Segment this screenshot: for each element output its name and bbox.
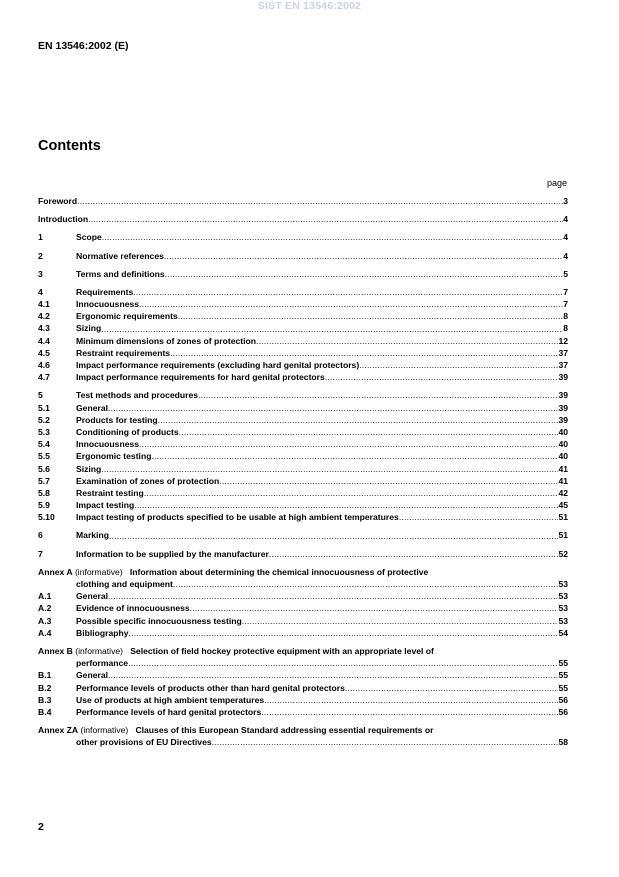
toc-annex-a-title-cont[interactable] xyxy=(38,578,568,590)
toc-entry-number: 4.5 xyxy=(38,347,50,358)
toc-entry-page: 40 xyxy=(558,426,568,437)
toc-entry-5-1[interactable] xyxy=(38,402,568,414)
toc-entry-title: Restraint requirements xyxy=(76,347,171,358)
annex-title-cont: performance xyxy=(76,658,129,669)
dot-leader xyxy=(128,657,558,669)
toc-entry-a-4[interactable] xyxy=(38,627,568,639)
toc-entry-3[interactable] xyxy=(38,268,568,280)
dot-leader xyxy=(108,669,558,681)
dot-leader xyxy=(158,414,559,426)
toc-entry-page: 4 xyxy=(563,232,568,243)
toc-entry-a-3[interactable] xyxy=(38,615,568,627)
toc-entry-page: 51 xyxy=(558,512,568,523)
toc-entry-number: 5.5 xyxy=(38,451,50,462)
toc-entry-page: 53 xyxy=(558,603,568,614)
toc-entry-page: 40 xyxy=(558,439,568,450)
toc-entry-page: 37 xyxy=(558,347,568,358)
dot-leader xyxy=(359,359,558,371)
toc-entry-page: 39 xyxy=(558,390,568,401)
toc-entry-title: General xyxy=(76,591,109,602)
toc-entry-number: 5.4 xyxy=(38,439,50,450)
toc-entry-4-5[interactable] xyxy=(38,347,568,359)
toc-annex-a-heading[interactable] xyxy=(38,566,568,578)
toc-entry-5-7[interactable] xyxy=(38,475,568,487)
dot-leader xyxy=(219,475,558,487)
toc-entry-number: 4.2 xyxy=(38,311,50,322)
toc-entry-b-2[interactable] xyxy=(38,682,568,694)
dot-leader xyxy=(190,602,559,614)
toc-entry-number: 4.4 xyxy=(38,335,50,346)
toc-entry-title: Scope xyxy=(76,232,102,243)
toc-entry-page: 56 xyxy=(558,706,568,717)
toc-entry-title: Test methods and procedures xyxy=(76,390,199,401)
toc-entry-title: General xyxy=(76,402,109,413)
toc-entry-page: 56 xyxy=(558,694,568,705)
toc-entry-page: 52 xyxy=(558,548,568,559)
toc-entry-title: Requirements xyxy=(76,286,134,297)
toc-entry-6[interactable] xyxy=(38,530,568,542)
dot-leader xyxy=(256,335,558,347)
toc-entry-page: 4 xyxy=(563,250,568,261)
toc-entry-title: Foreword xyxy=(38,195,78,206)
toc-entry-4-7[interactable] xyxy=(38,371,568,383)
toc-entry-number: B.3 xyxy=(38,694,52,705)
toc-entry-number: B.4 xyxy=(38,706,52,717)
toc-entry-title: Sizing xyxy=(76,463,102,474)
toc-entry-title: Terms and definitions xyxy=(76,268,165,279)
toc-entry-number: 5 xyxy=(38,390,43,401)
toc-entry-page: 3 xyxy=(563,195,568,206)
toc-entry-number: 3 xyxy=(38,268,43,279)
toc-entry-number: 5.3 xyxy=(38,426,50,437)
toc-entry-title: Impact performance requirements (excluding hard genital protectors) xyxy=(76,360,360,371)
toc-entry-4[interactable] xyxy=(38,286,568,298)
toc-entry-foreword[interactable] xyxy=(38,195,568,207)
dot-leader xyxy=(88,213,563,225)
toc-entry-number: 4.6 xyxy=(38,360,50,371)
annex-title: Clauses of this European Standard addressing essential requirements or xyxy=(135,725,434,736)
toc-entry-title: Examination of zones of protection xyxy=(76,475,220,486)
toc-entry-page: 39 xyxy=(558,402,568,413)
toc-entry-title: Ergonomic requirements xyxy=(76,311,178,322)
toc-entry-page: 4 xyxy=(563,214,568,225)
toc-entry-page: 39 xyxy=(558,414,568,425)
toc-entry-page: 55 xyxy=(558,658,568,669)
toc-entry-5-5[interactable] xyxy=(38,450,568,462)
toc-entry-a-1[interactable] xyxy=(38,590,568,602)
toc-entry-title: Information to be supplied by the manufacturer xyxy=(76,548,269,559)
toc-entry-number: B.2 xyxy=(38,682,52,693)
toc-entry-page: 7 xyxy=(563,299,568,310)
toc-entry-page: 58 xyxy=(558,737,568,748)
toc-entry-b-3[interactable] xyxy=(38,694,568,706)
dot-leader xyxy=(129,627,559,639)
toc-entry-5-10[interactable] xyxy=(38,511,568,523)
toc-entry-page: 51 xyxy=(558,530,568,541)
toc-entry-5-3[interactable] xyxy=(38,426,568,438)
toc-entry-title: Evidence of innocuousness xyxy=(76,603,190,614)
page-number: 2 xyxy=(38,821,44,833)
toc-entry-page: 42 xyxy=(558,487,568,498)
dot-leader xyxy=(109,530,558,542)
toc-entry-4-1[interactable] xyxy=(38,298,568,310)
toc-entry-title: Use of products at high ambient temperatures xyxy=(76,694,265,705)
toc-entry-title: Innocuousness xyxy=(76,439,140,450)
toc-entry-b-4[interactable] xyxy=(38,706,568,718)
toc-entry-number: 5.8 xyxy=(38,487,50,498)
dot-leader xyxy=(108,590,558,602)
toc-entry-5-9[interactable] xyxy=(38,499,568,511)
toc-annex-za-heading[interactable] xyxy=(38,724,568,736)
toc-entry-title: Impact performance requirements for hard genital protectors xyxy=(76,372,325,383)
toc-entry-page: 53 xyxy=(558,579,568,590)
annex-label: Annex B xyxy=(38,646,73,656)
annex-title: Selection of field hockey protective equipment with an appropriate level of xyxy=(130,646,434,656)
dot-leader xyxy=(178,310,564,322)
toc-entry-title: Performance levels of products other than hard genital protectors xyxy=(76,682,345,693)
toc-entry-number: 5.7 xyxy=(38,475,50,486)
toc-entry-page: 53 xyxy=(558,615,568,626)
toc-entry-title: Impact testing xyxy=(76,500,135,511)
toc-entry-title: Conditioning of products xyxy=(76,426,179,437)
toc-entry-title: General xyxy=(76,670,109,681)
toc-entry-number: 4.3 xyxy=(38,323,50,334)
toc-entry-number: 1 xyxy=(38,232,43,243)
toc-entry-4-6[interactable] xyxy=(38,359,568,371)
dot-leader xyxy=(108,402,558,414)
dot-leader xyxy=(261,706,558,718)
toc-entry-a-2[interactable] xyxy=(38,602,568,614)
document-id: EN 13546:2002 (E) xyxy=(38,40,129,52)
dot-leader xyxy=(345,682,559,694)
dot-leader xyxy=(151,450,558,462)
toc-entry-page: 55 xyxy=(558,670,568,681)
toc-entry-page: 45 xyxy=(558,500,568,511)
toc-entry-number: A.4 xyxy=(38,627,52,638)
dot-leader xyxy=(134,499,558,511)
toc-entry-page: 53 xyxy=(558,591,568,602)
dot-leader xyxy=(139,438,558,450)
annex-type: (informative) xyxy=(75,646,124,656)
toc-entry-number: 5.2 xyxy=(38,414,50,425)
dot-leader xyxy=(77,195,563,207)
toc-annex-za-title-cont[interactable] xyxy=(38,736,568,748)
dot-leader xyxy=(212,736,559,748)
dot-leader xyxy=(139,298,563,310)
annex-title-cont: clothing and equipment xyxy=(76,579,173,590)
toc-entry-title: Marking xyxy=(76,530,109,541)
toc-entry-page: 41 xyxy=(558,475,568,486)
page-title: Contents xyxy=(38,138,101,154)
toc-entry-number: A.1 xyxy=(38,591,52,602)
toc-entry-number: 6 xyxy=(38,530,43,541)
dot-leader xyxy=(269,548,559,560)
dot-leader xyxy=(101,323,563,335)
toc-entry-5-8[interactable] xyxy=(38,487,568,499)
toc-entry-title: Ergonomic testing xyxy=(76,451,152,462)
toc-entry-number: 4.1 xyxy=(38,299,50,310)
dot-leader xyxy=(198,389,558,401)
toc-entry-number: 4 xyxy=(38,286,43,297)
dot-leader xyxy=(399,511,559,523)
page-column-label: page xyxy=(546,178,567,188)
toc-entry-page: 8 xyxy=(563,311,568,322)
toc-entry-page: 7 xyxy=(563,286,568,297)
toc-entry-2[interactable] xyxy=(38,250,568,262)
dot-leader xyxy=(179,426,559,438)
watermark: SIST EN 13546:2002 xyxy=(257,0,362,12)
toc-entry-page: 5 xyxy=(563,268,568,279)
toc-entry-b-1[interactable] xyxy=(38,669,568,681)
toc-entry-number: 5.9 xyxy=(38,500,50,511)
toc-entry-title: Sizing xyxy=(76,323,102,334)
dot-leader xyxy=(264,694,558,706)
toc-entry-5[interactable] xyxy=(38,389,568,401)
annex-title: Information about determining the chemical innocuousness of protective xyxy=(129,566,429,577)
toc-entry-page: 37 xyxy=(558,360,568,371)
toc-entry-4-2[interactable] xyxy=(38,310,568,322)
toc-entry-number: 4.7 xyxy=(38,372,50,383)
toc-entry-number: B.1 xyxy=(38,670,52,681)
toc-entry-title: Possible specific innocuousness testing xyxy=(76,615,242,626)
toc-entry-title: Bibliography xyxy=(76,627,129,638)
toc-entry-page: 54 xyxy=(558,627,568,638)
toc-entry-5-2[interactable] xyxy=(38,414,568,426)
toc-entry-4-4[interactable] xyxy=(38,335,568,347)
annex-type: (informative) xyxy=(74,566,123,577)
annex-title-cont: other provisions of EU Directives xyxy=(76,737,212,748)
toc-entry-title: Minimum dimensions of zones of protection xyxy=(76,335,256,346)
toc-entry-title: Products for testing xyxy=(76,414,158,425)
toc-entry-title: Introduction xyxy=(38,214,89,225)
toc-entry-number: 5.1 xyxy=(38,402,50,413)
toc-entry-7[interactable] xyxy=(38,548,568,560)
dot-leader xyxy=(102,231,563,243)
toc-annex-b-heading[interactable] xyxy=(38,645,568,657)
toc-entry-title: Impact testing of products specified to be usable at high ambient temperatures xyxy=(76,512,399,523)
toc-entry-page: 8 xyxy=(563,323,568,334)
dot-leader xyxy=(242,615,559,627)
dot-leader xyxy=(164,250,563,262)
toc-entry-number: 5.10 xyxy=(38,512,55,523)
toc-entry-1[interactable] xyxy=(38,231,568,243)
table-of-contents xyxy=(38,195,568,749)
toc-entry-introduction[interactable] xyxy=(38,213,568,225)
toc-entry-title: Normative references xyxy=(76,250,164,261)
toc-entry-number: 7 xyxy=(38,548,43,559)
toc-entry-title: Innocuousness xyxy=(76,299,140,310)
toc-entry-number: 5.6 xyxy=(38,463,50,474)
dot-leader xyxy=(325,371,559,383)
toc-entry-4-3[interactable] xyxy=(38,323,568,335)
dot-leader xyxy=(165,268,564,280)
dot-leader xyxy=(173,578,559,590)
toc-entry-page: 39 xyxy=(558,372,568,383)
dot-leader xyxy=(101,463,558,475)
toc-entry-number: A.3 xyxy=(38,615,52,626)
toc-entry-title: Restraint testing xyxy=(76,487,144,498)
toc-entry-page: 40 xyxy=(558,451,568,462)
annex-type: (informative) xyxy=(80,725,129,736)
dot-leader xyxy=(144,487,559,499)
toc-entry-page: 41 xyxy=(558,463,568,474)
toc-entry-page: 55 xyxy=(558,682,568,693)
toc-entry-5-6[interactable] xyxy=(38,463,568,475)
dot-leader xyxy=(170,347,558,359)
toc-entry-title: Performance levels of hard genital protectors xyxy=(76,706,262,717)
toc-entry-number: A.2 xyxy=(38,603,52,614)
toc-annex-b-title-cont[interactable] xyxy=(38,657,568,669)
annex-label: Annex ZA xyxy=(38,725,79,736)
dot-leader xyxy=(133,286,563,298)
annex-label: Annex A xyxy=(38,566,73,577)
toc-entry-page: 12 xyxy=(558,335,568,346)
toc-entry-5-4[interactable] xyxy=(38,438,568,450)
toc-entry-number: 2 xyxy=(38,250,43,261)
